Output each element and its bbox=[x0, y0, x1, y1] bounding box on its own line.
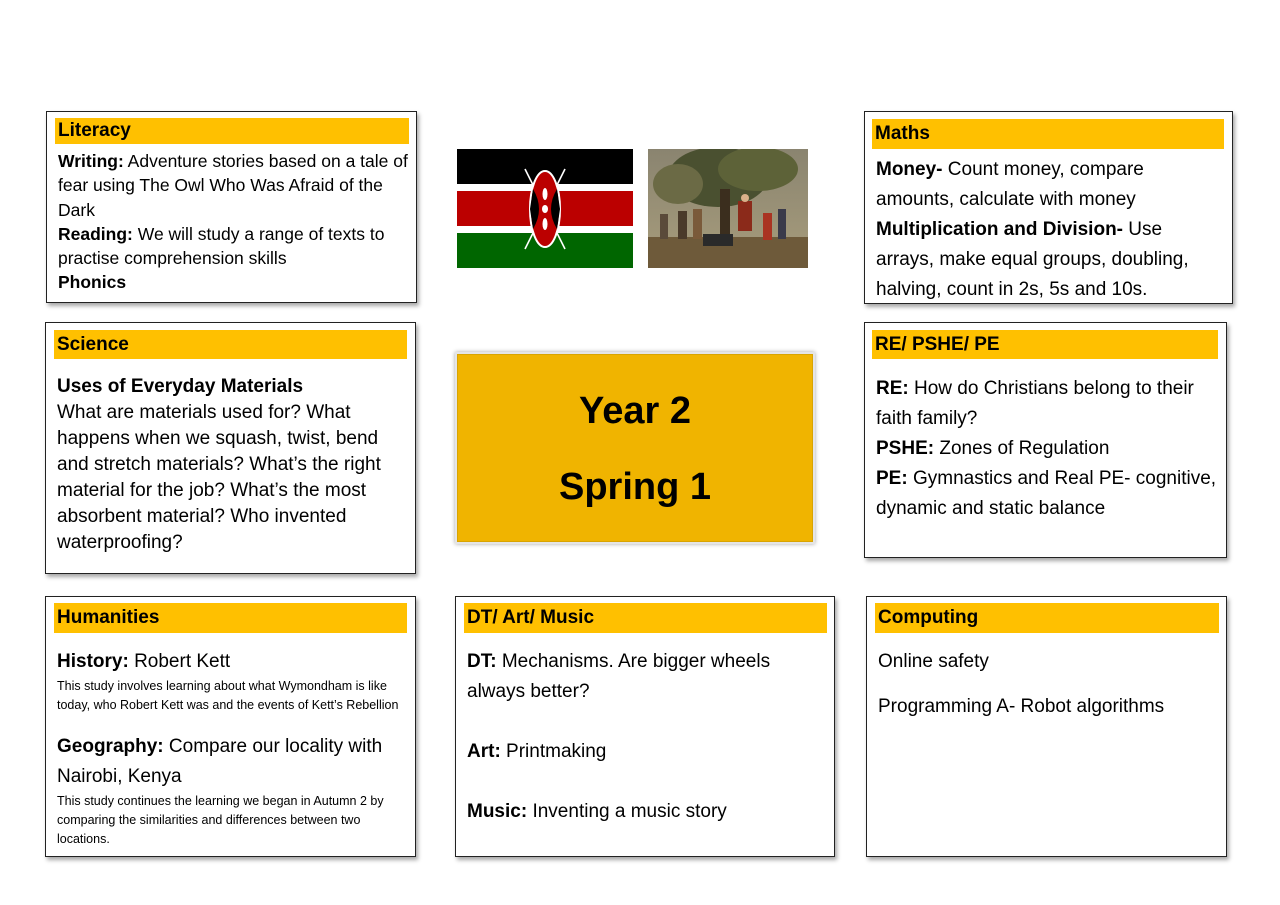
literacy-card bbox=[46, 111, 417, 303]
pe-line bbox=[876, 464, 1219, 524]
reading-text: We will study a range of texts to practise comprehension skills bbox=[58, 223, 385, 269]
pe-label: PE: bbox=[876, 468, 908, 489]
science-body bbox=[57, 374, 407, 556]
re-line bbox=[876, 374, 1219, 434]
dt-text: Mechanisms. Are bigger wheels always better? bbox=[467, 651, 771, 702]
geography-text: Compare our locality with Nairobi, Kenya bbox=[57, 736, 383, 787]
geography-label: Geography: bbox=[57, 736, 164, 757]
literacy-body bbox=[58, 149, 408, 295]
art-line bbox=[467, 737, 817, 767]
re-pshe-pe-header: RE/ PSHE/ PE bbox=[872, 330, 1218, 359]
writing-label: Writing: bbox=[58, 151, 124, 171]
dt-line bbox=[467, 647, 817, 707]
year-term-card bbox=[455, 352, 815, 544]
maths-body bbox=[876, 155, 1221, 305]
money-text: Count money, compare amounts, calculate with money bbox=[876, 159, 1144, 210]
computing-item-programming: Programming A- Robot algorithms bbox=[878, 696, 1165, 717]
literacy-reading bbox=[58, 222, 408, 271]
pshe-label: PSHE: bbox=[876, 438, 935, 459]
computing-card bbox=[866, 596, 1227, 857]
maths-multiplication bbox=[876, 215, 1221, 305]
science-text: What are materials used for? What happens when we squash, twist, bend and stretch materials? What’s the right material for the job? What’s the most absorbent material? Who invented waterproofing? bbox=[57, 402, 381, 553]
science-header: Science bbox=[54, 330, 407, 359]
reading-label: Reading: bbox=[58, 223, 133, 244]
term-title: Spring 1 bbox=[558, 466, 712, 508]
humanities-card bbox=[45, 596, 416, 857]
science-card bbox=[45, 322, 416, 574]
history-detail: This study involves learning about what Wymondham is like today, who Robert Kett was and the events of Kett’s Rebellion bbox=[57, 679, 399, 712]
re-label: RE: bbox=[876, 378, 909, 399]
multiplication-text: Use arrays, make equal groups, doubling, halving, count in 2s, 5s and 10s. bbox=[876, 219, 1189, 300]
writing-text: Adventure stories based on a tale of fear using The Owl Who Was Afraid of the Dark bbox=[58, 151, 408, 220]
pshe-line bbox=[876, 434, 1219, 464]
re-pshe-pe-card bbox=[864, 322, 1227, 558]
maths-money bbox=[876, 155, 1221, 215]
maths-header: Maths bbox=[872, 119, 1224, 149]
flag-shield-icon bbox=[530, 171, 560, 247]
art-text: Printmaking bbox=[500, 741, 607, 762]
dt-label: DT: bbox=[467, 651, 497, 672]
geography-detail: This study continues the learning we began in Autumn 2 by comparing the similarities and differences between two locations. bbox=[57, 794, 384, 846]
history-text: Robert Kett bbox=[128, 651, 231, 672]
re-pshe-pe-body bbox=[876, 374, 1219, 524]
year-title: Year 2 bbox=[579, 390, 691, 432]
multiplication-label: Multiplication and Division- bbox=[876, 219, 1123, 240]
dt-art-music-card bbox=[455, 596, 835, 857]
dt-art-music-body bbox=[467, 647, 817, 827]
pe-text: Gymnastics and Real PE- cognitive, dynamic and static balance bbox=[876, 468, 1217, 519]
computing-body bbox=[878, 647, 1218, 722]
geography-line bbox=[57, 732, 409, 792]
history-label: History: bbox=[57, 651, 129, 672]
humanities-header: Humanities bbox=[54, 603, 407, 633]
pshe-text: Zones of Regulation bbox=[934, 438, 1110, 459]
computing-item-online-safety: Online safety bbox=[878, 651, 989, 672]
computing-header: Computing bbox=[875, 603, 1219, 633]
literacy-writing bbox=[58, 149, 408, 222]
money-label: Money- bbox=[876, 159, 943, 180]
kenya-flag-image bbox=[457, 149, 633, 268]
music-text: Inventing a music story bbox=[527, 801, 727, 822]
re-text: How do Christians belong to their faith family? bbox=[876, 378, 1194, 429]
science-topic: Uses of Everyday Materials bbox=[57, 376, 304, 397]
history-line bbox=[57, 647, 409, 677]
literacy-phonics bbox=[58, 270, 408, 294]
humanities-body bbox=[57, 647, 409, 849]
phonics-label: Phonics bbox=[58, 272, 127, 293]
music-label: Music: bbox=[467, 801, 528, 822]
dt-art-music-header: DT/ Art/ Music bbox=[464, 603, 827, 633]
literacy-header: Literacy bbox=[55, 118, 409, 144]
robert-kett-painting-image bbox=[648, 149, 808, 268]
maths-card bbox=[864, 111, 1233, 304]
art-label: Art: bbox=[467, 741, 501, 762]
music-line bbox=[467, 797, 817, 827]
